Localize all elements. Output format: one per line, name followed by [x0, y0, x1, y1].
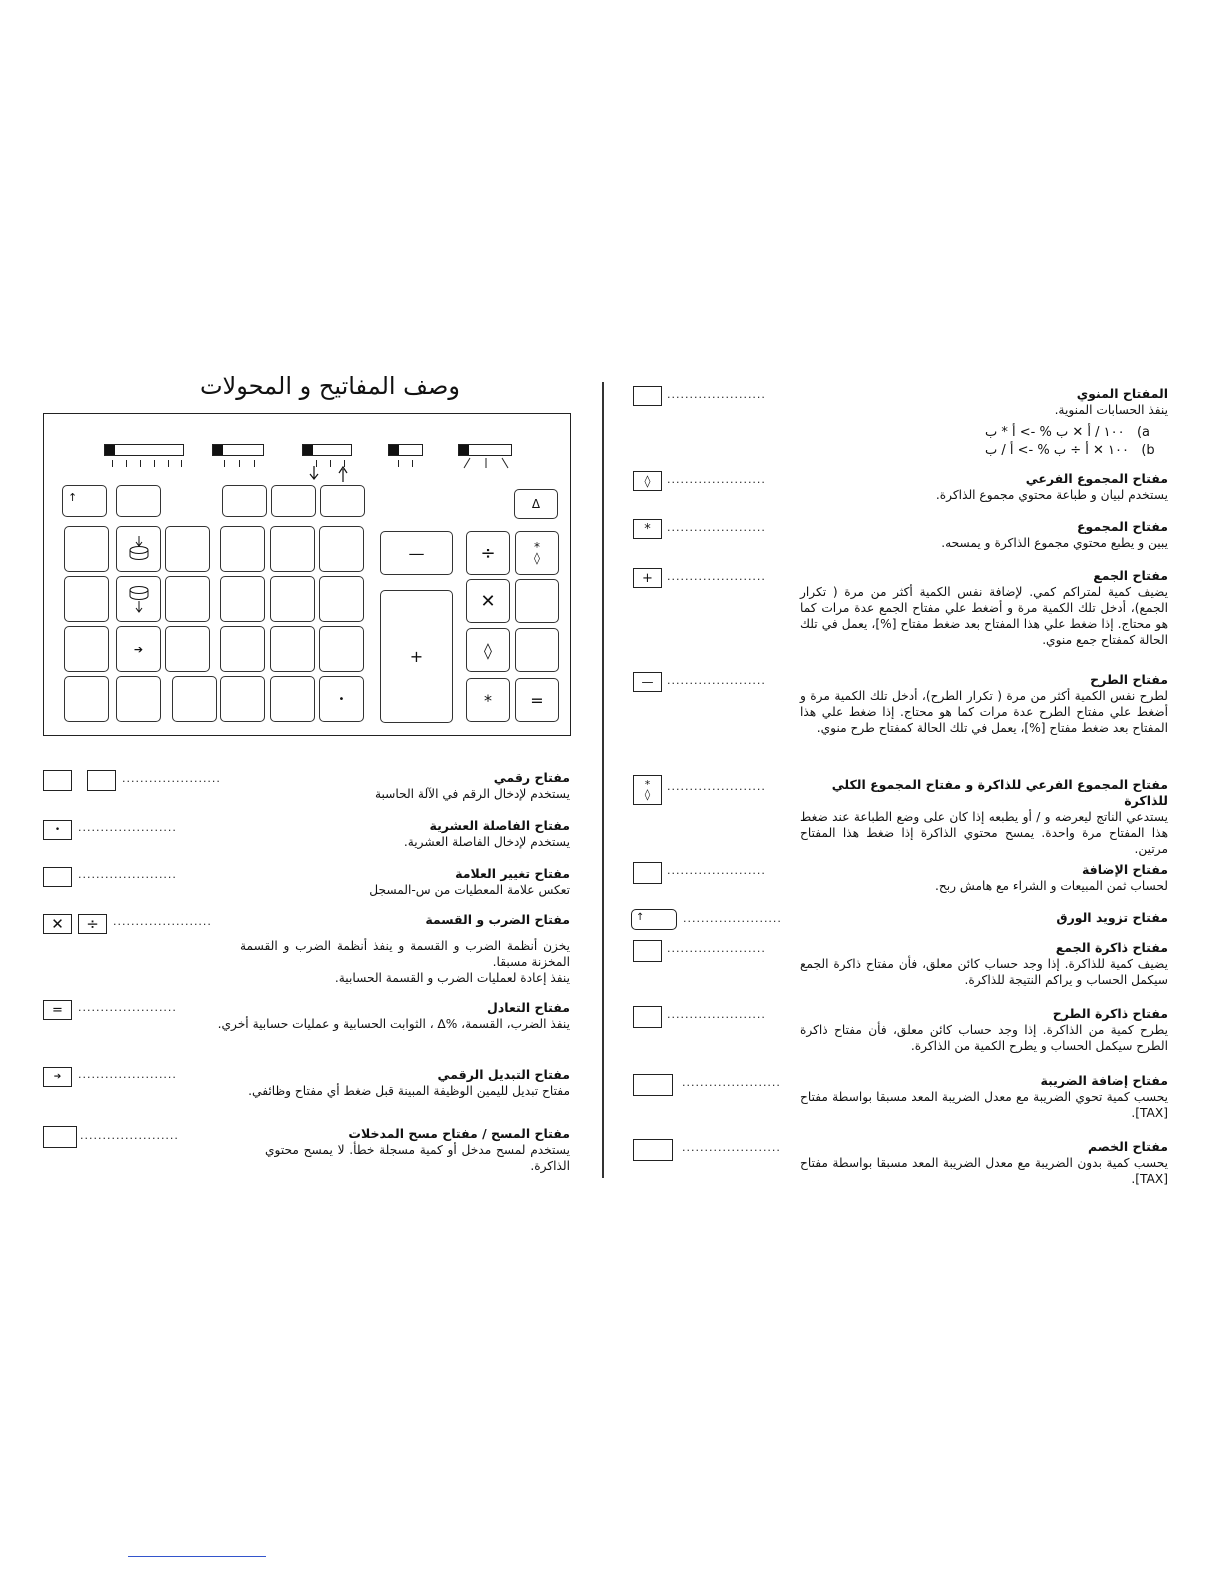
memory-minus-key-icon: [633, 1006, 662, 1028]
heading: مفتاح المجموع الفرعي للذاكرة و مفتاح المجموع الكلي للذاكرة: [831, 777, 1168, 808]
memory-plus-key-icon: [633, 940, 662, 962]
key[interactable]: [165, 626, 210, 672]
body: يستدعي الناتج ليعرضه و / أو يطبعه إذا كان على وضع الطباعة عند ضغط هذا المفتاح مرة واحدة. يمسح محتوي الذاكرة إذا ضغط هذا المفتاح مرتين.: [800, 810, 1168, 856]
key[interactable]: [319, 626, 364, 672]
numeric-key-icon: [87, 770, 116, 791]
slider-arrows-icon: [306, 464, 352, 484]
plus-key-icon: +: [633, 568, 662, 588]
description-shift-key: [200, 1067, 570, 1099]
shift-icon: ➔: [133, 642, 144, 656]
leader-dots: ......................: [667, 388, 766, 401]
heading: مفتاح التبديل الرقمي: [437, 1067, 570, 1082]
function-key[interactable]: [222, 485, 267, 517]
key[interactable]: [270, 526, 315, 572]
heading: مفتاح المسح / مفتاح مسح المدخلات: [348, 1126, 570, 1141]
tax-minus-key-icon: [633, 1139, 673, 1161]
tax-plus-key-icon: [633, 1074, 673, 1096]
column-divider: [602, 382, 604, 1178]
key[interactable]: [116, 676, 161, 722]
switch-slider-4[interactable]: [388, 444, 423, 456]
description-clear-key: [265, 1126, 570, 1174]
delta-icon: Δ: [531, 497, 541, 511]
key[interactable]: [515, 579, 559, 623]
shift-key-icon: ➔: [43, 1067, 72, 1087]
heading: مفتاح الضرب و القسمة: [425, 912, 570, 927]
leader-dots: ......................: [667, 473, 766, 486]
description-sign-change-key: [200, 866, 570, 898]
multiply-key-icon: ✕: [43, 914, 72, 934]
divide-key-icon: ÷: [78, 914, 107, 934]
equal-icon: =: [530, 690, 544, 710]
body: يحسب كمية تحوي الضريبة مع معدل الضريبة المعد مسبقا بواسطة مفتاح [TAX].: [800, 1090, 1168, 1120]
feed-icon: ↑: [68, 491, 78, 504]
heading: مفتاح ذاكرة الطرح: [1052, 1006, 1168, 1021]
numeric-key-icon: [43, 770, 72, 791]
description-memory-plus-key: [800, 940, 1168, 988]
keyboard-diagram: [43, 413, 571, 736]
total-icon: *: [484, 690, 492, 710]
delta-key[interactable]: [514, 489, 558, 519]
decimal-icon: •: [338, 693, 345, 705]
description-subtotal-key: [800, 471, 1168, 503]
body: يستخدم لإدخال الفاصلة العشرية.: [403, 835, 570, 849]
body: يضيف كمية لمتراكم كمي. لإضافة نفس الكمية أكثر من مرة ( تكرار الجمع)، أدخل تلك الكمية مرة و أضغط علي مفتاح الجمع عدة مرات كما هو محتاج. إذا ضغط علي هذا المفتاح بعد ضغط مفتاح [%]، يعمل في تلك الحالة كمفتاح جمع منوي.: [800, 585, 1168, 647]
body: لحساب ثمن المبيعات و الشراء مع هامش ربح.: [935, 879, 1168, 893]
leader-dots: ......................: [78, 1068, 177, 1081]
description-multiply-divide-key: [240, 912, 570, 986]
minus-key[interactable]: [380, 531, 453, 575]
body: مفتاح تبديل لليمين الوظيفة المبينة قبل ضغط أي مفتاح وظائفي.: [248, 1084, 570, 1098]
body: يبين و يطبع محتوي مجموع الذاكرة و يمسحه.: [941, 536, 1168, 550]
description-decimal-key: [200, 818, 570, 850]
divide-key[interactable]: [466, 531, 510, 575]
leader-dots: ......................: [667, 942, 766, 955]
body: تعكس علامة المعطيات من س-المسجل: [369, 883, 570, 897]
leader-dots: ......................: [682, 1076, 781, 1089]
heading: مفتاح تزويد الورق: [1056, 910, 1168, 925]
paper-feed-key[interactable]: [62, 485, 107, 517]
description-tax-plus-key: [800, 1073, 1168, 1121]
subtotal-icon: ◊: [484, 640, 492, 660]
percent-key-icon: [633, 386, 662, 406]
description-markup-key: [800, 862, 1168, 894]
switch-slider-1[interactable]: [104, 444, 184, 456]
description-equal-key: [215, 1000, 570, 1032]
key[interactable]: [220, 676, 265, 722]
leader-dots: ......................: [78, 1001, 177, 1014]
key[interactable]: [319, 526, 364, 572]
plus-key[interactable]: [380, 590, 453, 723]
key[interactable]: [64, 676, 109, 722]
leader-dots: ......................: [78, 821, 177, 834]
heading: مفتاح رقمي: [493, 770, 570, 785]
formula-b: ١٠٠ ✕ أ ÷ ب % -> أ / ب (b: [985, 443, 1155, 458]
description-paper-feed-key: [800, 910, 1168, 926]
heading: مفتاح الخصم: [1088, 1139, 1168, 1154]
key[interactable]: [270, 626, 315, 672]
body: يحسب كمية بدون الضريبة مع معدل الضريبة المعد مسبقا بواسطة مفتاح [TAX].: [800, 1156, 1168, 1186]
decimal-key[interactable]: [319, 676, 364, 722]
page-title: وصف المفاتيح و المحولات: [199, 372, 460, 400]
memory-minus-icon: [126, 584, 152, 614]
heading: مفتاح الفاصلة العشرية: [429, 818, 570, 833]
formula-a: ١٠٠ / أ ✕ ب % -> أ * ب (a: [985, 425, 1151, 440]
paper-feed-key-icon: ↑: [631, 909, 677, 930]
key[interactable]: [515, 628, 559, 672]
function-key[interactable]: [320, 485, 365, 517]
memory-total-key-icon: * ◊: [633, 775, 662, 805]
body: يطرح كمية من الذاكرة. إذا وجد حساب كائن معلق، فأن مفتاح ذاكرة الطرح سيكمل الحساب و يطرح الكمية من الذاكرة.: [800, 1023, 1168, 1053]
key[interactable]: [270, 676, 315, 722]
slider-5-ticks: [458, 456, 518, 470]
divide-icon: ÷: [480, 542, 496, 564]
body: يخزن أنظمة الضرب و القسمة و ينفذ أنظمة الضرب و القسمة المخزنة مسبقا. ينفذ إعادة لعمليات الضرب و القسمة الحسابية.: [240, 939, 570, 985]
key[interactable]: [220, 526, 265, 572]
memory-total-key[interactable]: [515, 531, 559, 575]
body: ينفذ الحسابات المنوية.: [1054, 403, 1168, 417]
key[interactable]: [64, 526, 109, 572]
heading: مفتاح الجمع: [1093, 568, 1168, 583]
leader-dots: ......................: [667, 864, 766, 877]
footer-link-underline: [128, 1556, 266, 1557]
leader-dots: ......................: [667, 780, 766, 793]
leader-dots: ......................: [667, 1008, 766, 1021]
memory-plus-key[interactable]: [116, 526, 161, 572]
function-key[interactable]: [271, 485, 316, 517]
subtotal-key-icon: ◊: [633, 471, 662, 491]
leader-dots: ......................: [667, 521, 766, 534]
description-memory-total-key: [800, 777, 1168, 857]
key[interactable]: [220, 576, 265, 622]
key[interactable]: [165, 576, 210, 622]
leader-dots: ......................: [78, 868, 177, 881]
decimal-key-icon: •: [43, 820, 72, 840]
key[interactable]: [319, 576, 364, 622]
description-minus-key: [800, 672, 1168, 736]
leader-dots: ......................: [80, 1129, 179, 1142]
description-numeric-key: [200, 770, 570, 802]
key[interactable]: [64, 626, 109, 672]
description-tax-minus-key: [800, 1139, 1168, 1187]
body: ينفذ الضرب، القسمة، %∆ ، الثوابت الحسابية و عمليات حسابية أخري.: [217, 1017, 570, 1031]
subtotal-key[interactable]: [466, 628, 510, 672]
switch-slider-2[interactable]: [212, 444, 264, 456]
description-plus-key: [800, 568, 1168, 648]
heading: مفتاح ذاكرة الجمع: [1055, 940, 1168, 955]
leader-dots: ......................: [667, 570, 766, 583]
description-memory-minus-key: [800, 1006, 1168, 1054]
key[interactable]: [165, 526, 210, 572]
leader-dots: ......................: [122, 772, 221, 785]
markup-key-icon: [633, 862, 662, 884]
shift-key[interactable]: [116, 626, 161, 672]
minus-key-icon: —: [633, 672, 662, 692]
times-icon: ✕: [480, 590, 496, 612]
total-key[interactable]: [466, 678, 510, 722]
function-key[interactable]: [116, 485, 161, 517]
leader-dots: ......................: [682, 1141, 781, 1154]
heading: مفتاح الإضافة: [1081, 862, 1168, 877]
heading: مفتاح إضافة الضريبة: [1040, 1073, 1168, 1088]
leader-dots: ......................: [667, 674, 766, 687]
memory-total-icon: * ◊: [534, 540, 540, 565]
heading: مفتاح المجموع: [1076, 519, 1168, 534]
clear-key-icon: [43, 1126, 77, 1148]
body: يستخدم لمسح مدخل أو كمية مسجلة خطأ. لا يمسح محتوي الذاكرة.: [265, 1143, 570, 1173]
equal-key-icon: =: [43, 1000, 72, 1020]
heading: مفتاح المجموع الفرعي: [1025, 471, 1168, 486]
body: يضيف كمية للذاكرة. إذا وجد حساب كائن معلق، فأن مفتاح ذاكرة الجمع سيكمل الحساب و يراكم النتيجة للذاكرة.: [800, 957, 1168, 987]
key[interactable]: [64, 576, 109, 622]
description-total-key: [800, 519, 1168, 551]
plus-icon: +: [409, 647, 424, 666]
description-percent-key: [800, 386, 1168, 418]
heading: مفتاح التعادل: [487, 1000, 570, 1015]
leader-dots: ......................: [113, 915, 212, 928]
switch-slider-3[interactable]: [302, 444, 352, 456]
leader-dots: ......................: [683, 912, 782, 925]
minus-icon: —: [408, 543, 425, 563]
body: يستخدم لإدخال الرقم في الآلة الحاسبة: [374, 787, 570, 801]
heading: مفتاح الطرح: [1090, 672, 1168, 687]
multiply-key[interactable]: [466, 579, 510, 623]
body: يستخدم لبيان و طباعة محتوي مجموع الذاكرة.: [935, 488, 1168, 502]
sign-change-key-icon: [43, 867, 72, 887]
total-key-icon: *: [633, 519, 662, 539]
memory-plus-icon: [126, 534, 152, 564]
key[interactable]: [270, 576, 315, 622]
memory-minus-key[interactable]: [116, 576, 161, 622]
body: لطرح نفس الكمية أكثر من مرة ( تكرار الطرح)، أدخل تلك الكمية مرة و أضغط علي مفتاح الطرح عدة مرات كما هو محتاج. إذا ضغط علي هذا المفتاح بعد ضغط مفتاح [%]، يعمل في تلك الحالة كمفتاح طرح منوي.: [800, 689, 1168, 735]
heading: مفتاح تغيير العلامة: [455, 866, 570, 881]
equal-key[interactable]: [515, 678, 559, 722]
key[interactable]: [220, 626, 265, 672]
heading: المفتاح المنوي: [1076, 386, 1168, 401]
switch-slider-5[interactable]: [458, 444, 512, 456]
key[interactable]: [172, 676, 217, 722]
